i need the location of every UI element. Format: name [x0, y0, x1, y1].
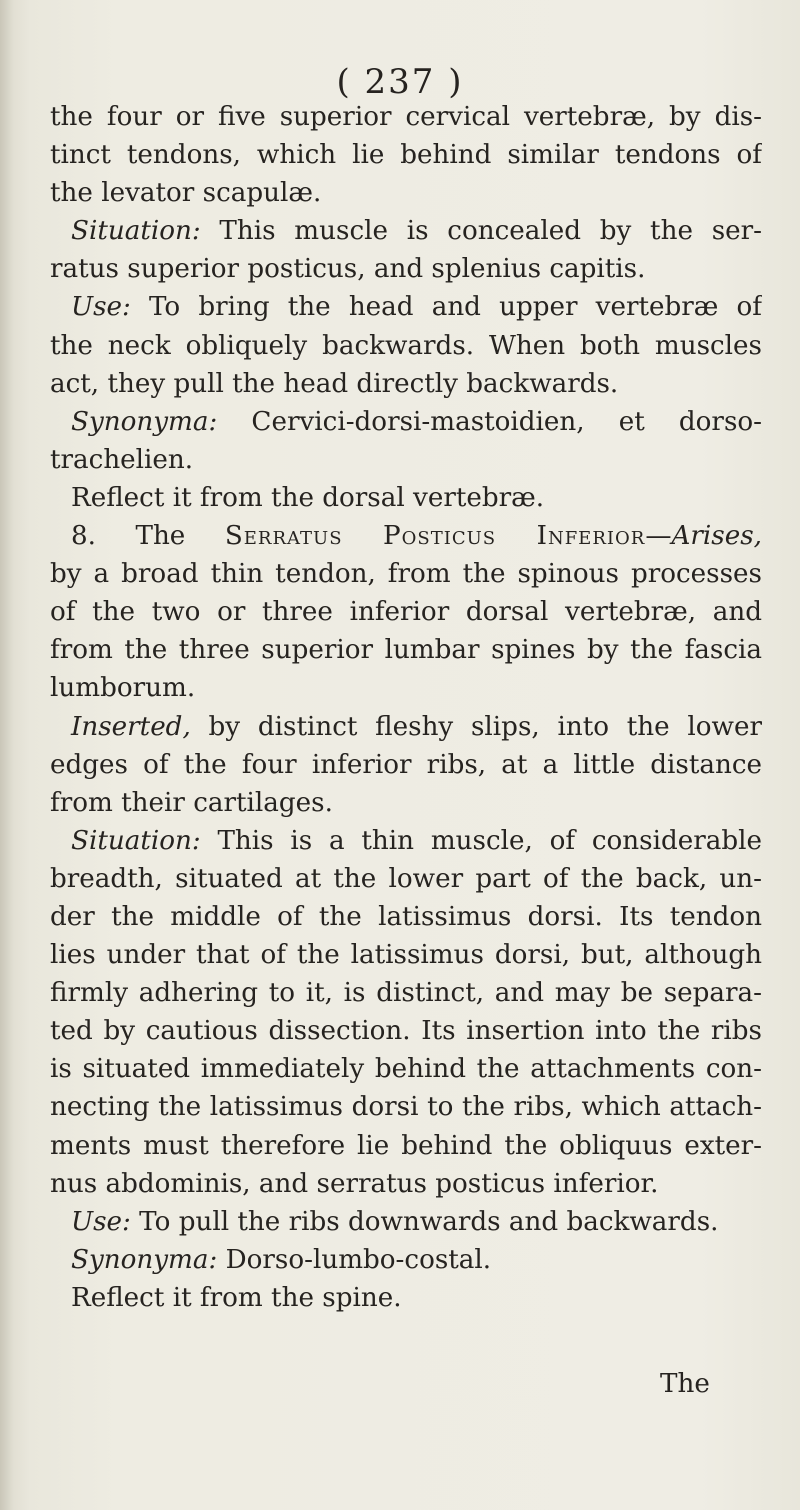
text-line: Inserted, by distinct fleshy slips, into the lower — [71, 711, 762, 742]
text-line: trachelien. — [50, 444, 194, 475]
text-line: tinct tendons, which lie behind similar tendons of — [50, 140, 762, 171]
section-label: Use: — [71, 1206, 131, 1237]
text-line: breadth, situated at the lower part of the back, un- — [50, 863, 762, 894]
text-line: the levator scapulæ. — [50, 178, 322, 209]
text-line: Reflect it from the dorsal vertebræ. — [71, 482, 545, 513]
text-line: lumborum. — [50, 673, 196, 704]
text-line: firmly adhering to it, is distinct, and may be separa- — [50, 978, 762, 1009]
text-line: from their cartilages. — [50, 787, 333, 818]
text-line: the four or five superior cervical vertebræ, by dis- — [50, 102, 762, 132]
text-line: edges of the four inferior ribs, at a little distance — [50, 749, 762, 780]
muscle-heading: 8. The Serratus Posticus Inferior—Arises, — [71, 521, 762, 552]
text-line: lies under that of the latissimus dorsi, but, although — [50, 940, 762, 971]
text-line: by a broad thin tendon, from the spinous processes — [50, 559, 762, 590]
text-line: Reflect it from the spine. — [71, 1282, 402, 1313]
text-line: Use: To pull the ribs downwards and backwards. — [71, 1206, 719, 1237]
text-line: from the three superior lumbar spines by the fascia — [50, 635, 762, 666]
section-label: Synonyma: — [71, 406, 218, 437]
text-line: nus abdominis, and serratus posticus inferior. — [50, 1168, 659, 1199]
text-line: Situation: This is a thin muscle, of considerable — [71, 825, 762, 856]
text-line: the neck obliquely backwards. When both muscles — [50, 330, 762, 361]
section-label: Inserted, — [71, 711, 191, 742]
section-label: Synonyma: — [71, 1244, 218, 1275]
section-label: Arises, — [671, 521, 762, 552]
page-number: ( 237 ) — [336, 62, 464, 102]
page-gutter — [0, 0, 14, 1510]
text-line: Synonyma: Dorso-lumbo-costal. — [71, 1244, 492, 1275]
text-line: ments must therefore lie behind the obliquus exter- — [50, 1130, 762, 1161]
text-line: Situation: This muscle is concealed by the ser- — [71, 216, 762, 247]
text-line: Use: To bring the head and upper vertebræ of — [71, 292, 762, 323]
body-text — [50, 98, 762, 1317]
section-label: Use: — [71, 292, 131, 323]
section-label: Situation: — [71, 216, 201, 247]
text-line: is situated immediately behind the attachments con- — [50, 1054, 762, 1085]
text-line: der the middle of the latissimus dorsi. Its tendon — [50, 901, 762, 932]
muscle-name: Serratus Posticus Inferior — [224, 521, 646, 552]
text-line: necting the latissimus dorsi to the ribs, which attach- — [50, 1092, 762, 1123]
text-line: ted by cautious dissection. Its insertion into the ribs — [50, 1016, 762, 1047]
section-label: Situation: — [71, 825, 201, 856]
catchword: The — [660, 1369, 710, 1399]
text-line: ratus superior posticus, and splenius capitis. — [50, 254, 646, 285]
text-line: act, they pull the head directly backwards. — [50, 368, 619, 399]
text-line: of the two or three inferior dorsal vertebræ, and — [50, 597, 762, 628]
text-line: Synonyma: Cervici-dorsi-mastoidien, et dorso- — [71, 406, 762, 437]
